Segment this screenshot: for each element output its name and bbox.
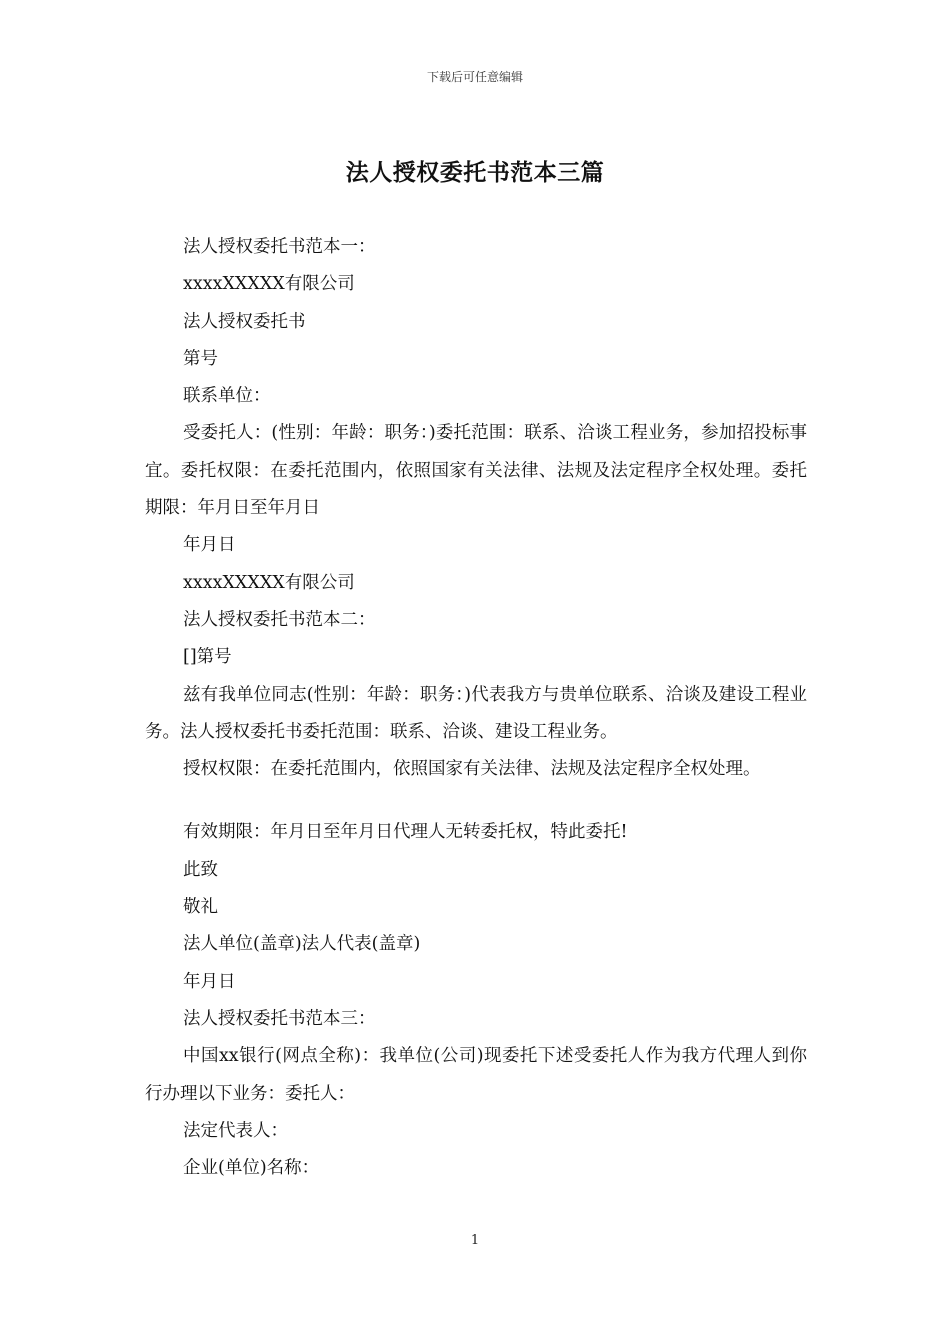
paragraph: 授权权限：在委托范围内，依照国家有关法律、法规及法定程序全权处理。 (183, 759, 761, 780)
paragraph: 敬礼 (183, 897, 218, 918)
paragraph: 年月日 (183, 535, 236, 556)
paragraph: xxxxXXXXX有限公司 (183, 572, 355, 593)
paragraph: 有效期限：年月日至年月日代理人无转委托权，特此委托! (183, 822, 628, 843)
paragraph: 法人授权委托书范本三： (183, 1008, 376, 1029)
paragraph: 联系单位： (183, 386, 271, 407)
paragraph: 法人授权委托书范本一： (183, 237, 376, 257)
paragraph: xxxxXXXXX有限公司 (183, 274, 355, 295)
paragraph: 企业(单位)名称： (183, 1158, 320, 1179)
paragraph: 第号 (183, 348, 218, 369)
paragraph: 此致 (183, 859, 218, 880)
document-title: 法人授权委托书范本三篇 (345, 160, 605, 186)
paragraph: 法定代表人： (183, 1120, 288, 1141)
paragraph: 年月日 (183, 971, 236, 992)
page-number: 1 (470, 1233, 480, 1248)
paragraph: 法人授权委托书 (183, 311, 306, 332)
paragraph: 兹有我单位同志(性别：年龄：职务：)代表我方与贵单位联系、洽谈及建设工程业务。法人授权委托书委托范围：联系、洽谈、建设工程业务。 (145, 684, 807, 742)
paragraph: 受委托人：(性别：年龄：职务：)委托范围：联系、洽谈工程业务，参加招投标事宜。委托权限：在委托范围内，依照国家有关法律、法规及法定程序全权处理。委托期限：年月日至年月日 (145, 423, 807, 519)
paragraph: 法人授权委托书范本二： (183, 609, 376, 630)
document-body (145, 229, 807, 1187)
paragraph: 法人单位(盖章)法人代表(盖章) (183, 934, 421, 955)
paragraph: 中国xx银行(网点全称)：我单位(公司)现委托下述受委托人作为我方代理人到你行办理以下业务：委托人： (145, 1046, 807, 1104)
header-note: 下载后可任意编辑 (426, 70, 523, 84)
paragraph: []第号 (183, 647, 232, 668)
